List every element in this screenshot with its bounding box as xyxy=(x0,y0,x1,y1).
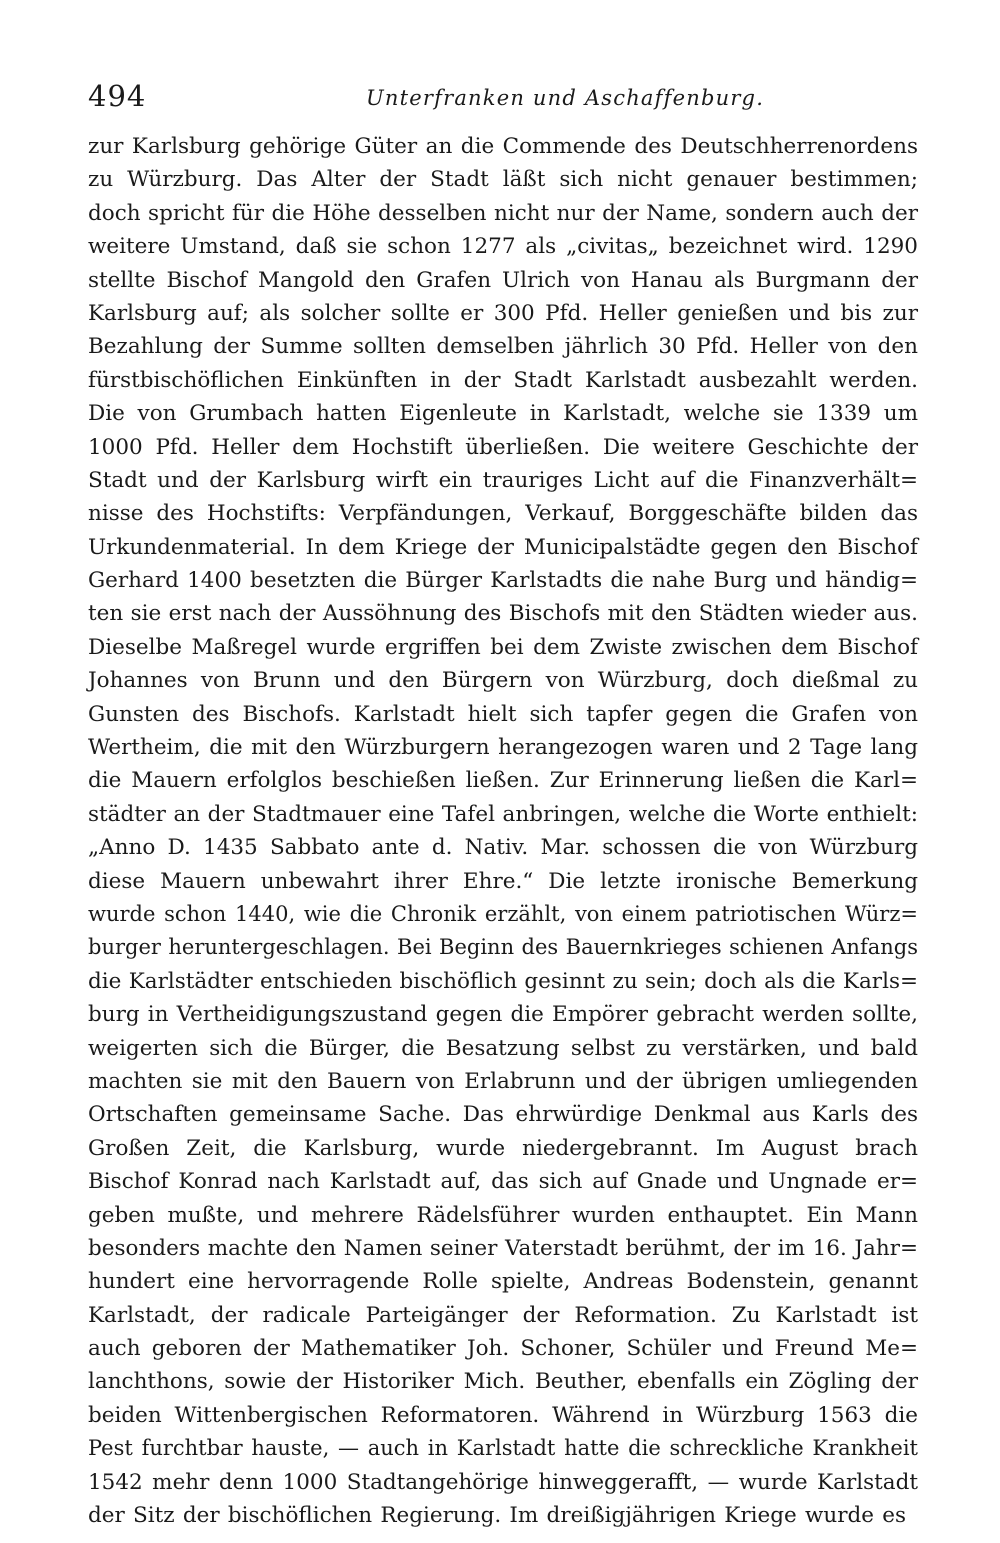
text-line: Ortschaften gemeinsame Sache. Das ehrwürdige Denkmal aus Karls des xyxy=(88,1102,918,1128)
running-head xyxy=(88,76,908,116)
text-line: die Karlstädter entschieden bischöflich gesinnt zu sein; doch als die Karls= xyxy=(88,968,918,994)
text-line: Gerhard 1400 besetzten die Bürger Karlstadts die nahe Burg und händig= xyxy=(88,568,918,594)
text-line: diese Mauern unbewahrt ihrer Ehre.“ Die letzte ironische Bemerkung xyxy=(88,868,918,894)
text-line: nisse des Hochstifts: Verpfändungen, Verkauf, Borggeschäfte bilden das xyxy=(88,501,918,527)
text-line: Stadt und der Karlsburg wirft ein trauriges Licht auf die Finanzverhält= xyxy=(88,467,918,493)
text-line: doch spricht für die Höhe desselben nicht nur der Name, sondern auch der xyxy=(88,200,918,226)
text-line: 1542 mehr denn 1000 Stadtangehörige hinweggerafft, — wurde Karlstadt xyxy=(88,1469,918,1495)
text-line: beiden Wittenbergischen Reformatoren. Während in Würzburg 1563 die xyxy=(88,1402,918,1428)
text-line: burger heruntergeschlagen. Bei Beginn des Bauernkrieges schienen Anfangs xyxy=(88,935,918,960)
text-line: Urkundenmaterial. In dem Kriege der Municipalstädte gegen den Bischof xyxy=(88,534,918,560)
text-line: weigerten sich die Bürger, die Besatzung selbst zu verstärken, und bald xyxy=(88,1035,918,1061)
text-line: Pest furchtbar hauste, — auch in Karlstadt hatte die schreckliche Krankheit xyxy=(88,1436,918,1461)
text-line: lanchthons, sowie der Historiker Mich. Beuther, ebenfalls ein Zögling der xyxy=(88,1369,918,1395)
text-line: Bezahlung der Summe sollten demselben jährlich 30 Pfd. Heller von den xyxy=(88,334,918,360)
text-line: wurde schon 1440, wie die Chronik erzählt, von einem patriotischen Würz= xyxy=(88,901,918,926)
text-line: besonders machte den Namen seiner Vaterstadt berühmt, der im 16. Jahr= xyxy=(88,1235,918,1261)
text-line: machten sie mit den Bauern von Erlabrunn und der übrigen umliegenden xyxy=(88,1068,918,1094)
text-line: auch geboren der Mathematiker Joh. Schoner, Schüler und Freund Me= xyxy=(88,1336,918,1362)
running-title: Unterfranken und Aschaffenburg. xyxy=(366,86,765,110)
text-line: Karlstadt, der radicale Parteigänger der Reformation. Zu Karlstadt ist xyxy=(88,1302,918,1328)
text-line: hundert eine hervorragende Rolle spielte, Andreas Bodenstein, genannt xyxy=(88,1269,918,1295)
text-line: zur Karlsburg gehörige Güter an die Commende des Deutschherrenordens xyxy=(88,134,918,159)
text-line: die Mauern erfolglos beschießen ließen. Zur Erinnerung ließen die Karl= xyxy=(88,768,918,794)
text-line: Dieselbe Maßregel wurde ergriffen bei dem Zwiste zwischen dem Bischof xyxy=(88,634,918,660)
text-line: Karlsburg auf; als solcher sollte er 300 Pfd. Heller genießen und bis zur xyxy=(88,300,918,326)
text-line: geben mußte, und mehrere Rädelsführer wurden enthauptet. Ein Mann xyxy=(88,1202,918,1228)
text-line: Bischof Konrad nach Karlstadt auf, das sich auf Gnade und Ungnade er= xyxy=(88,1169,918,1195)
text-line: 1000 Pfd. Heller dem Hochstift überließen. Die weitere Geschichte der xyxy=(88,434,918,460)
page-number: 494 xyxy=(88,79,147,113)
text-line: „Anno D. 1435 Sabbato ante d. Nativ. Mar. schossen die von Würzburg xyxy=(88,835,918,861)
text-line: Johannes von Brunn und den Bürgern von Würzburg, doch dießmal zu xyxy=(88,668,918,694)
text-line: stellte Bischof Mangold den Grafen Ulrich von Hanau als Burgmann der xyxy=(88,267,918,293)
text-line: Wertheim, die mit den Würzburgern herangezogen waren und 2 Tage lang xyxy=(88,735,918,761)
text-line: fürstbischöflichen Einkünften in der Stadt Karlstadt ausbezahlt werden. xyxy=(88,367,918,393)
text-line: städter an der Stadtmauer eine Tafel anbringen, welche die Worte enthielt: xyxy=(88,801,918,827)
text-line: Gunsten des Bischofs. Karlstadt hielt sich tapfer gegen die Grafen von xyxy=(88,701,918,727)
text-line: zu Würzburg. Das Alter der Stadt läßt sich nicht genauer bestimmen; xyxy=(88,167,918,193)
text-line: Großen Zeit, die Karlsburg, wurde niedergebrannt. Im August brach xyxy=(88,1135,918,1161)
text-line: Die von Grumbach hatten Eigenleute in Karlstadt, welche sie 1339 um xyxy=(88,401,918,427)
body-text xyxy=(88,130,918,1532)
text-line: ten sie erst nach der Aussöhnung des Bischofs mit den Städten wieder aus. xyxy=(88,601,918,627)
text-line: weitere Umstand, daß sie schon 1277 als „civitas„ bezeichnet wird. 1290 xyxy=(88,234,918,260)
text-line: der Sitz der bischöflichen Regierung. Im dreißigjährigen Kriege wurde es xyxy=(88,1503,906,1529)
text-line: burg in Vertheidigungszustand gegen die Empörer gebracht werden sollte, xyxy=(88,1002,918,1028)
